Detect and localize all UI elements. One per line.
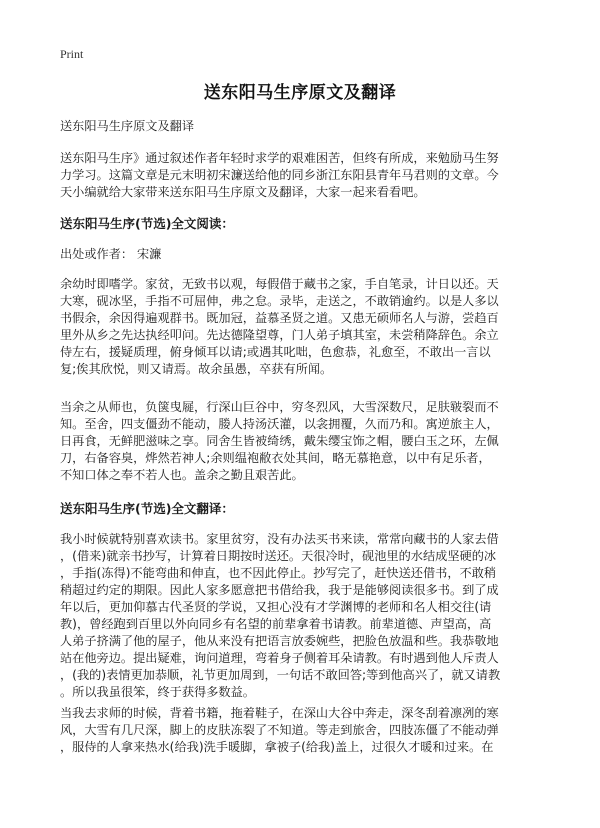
text-line: 日再食，无鲜肥滋味之享。同舍生皆被绮绣，戴朱缨宝饰之帽，腰白玉之环，左佩	[60, 434, 499, 448]
section-heading-translation: 送东阳马生序(节选)全文翻译：	[60, 501, 234, 516]
intro-line: 力学习。这篇文章是元末明初宋濂送给他的同乡浙江东阳县青年马君则的文章。今	[60, 168, 499, 182]
author-line: 出处或作者： 宋濂	[60, 247, 162, 261]
document-subtitle: 送东阳马生序原文及翻译	[60, 119, 195, 133]
text-line: 。所以我虽很笨，终于获得多数益。	[60, 685, 255, 699]
original-paragraph-2	[60, 399, 544, 484]
text-line: 当余之从师也，负箧曳屣，行深山巨谷中，穷冬烈风，大雪深数尺，足肤皲裂而不	[60, 400, 499, 414]
intro-paragraph	[60, 150, 544, 201]
text-line: 大寒，砚冰坚，手指不可屈伸，弗之怠。录毕，走送之，不敢销逾约。以是人多以	[60, 294, 499, 308]
text-line: 我小时候就特别喜欢读书。家里贫穷，没有办法买书来读，常常向藏书的人家去借	[60, 532, 499, 546]
intro-line: 天小编就给大家带来送东阳马生序原文及翻译，大家一起来看看吧。	[60, 185, 426, 199]
text-line: 稍超过约定的期限。因此人家多愿意把书借给我，我于是能够阅读很多书。到了成	[60, 583, 499, 597]
text-line: ，服侍的人拿来热水(给我)洗手暖脚，拿被子(给我)盖上，过很久才暖和过来。在	[60, 740, 494, 754]
text-line: 侍左右，援疑质理，俯身倾耳以请;或遇其叱咄，色愈恭，礼愈至，不敢出一言以	[60, 345, 491, 359]
text-line: 里外从乡之先达执经叩问。先达德隆望尊，门人弟子填其室，未尝稍降辞色。余立	[60, 328, 499, 342]
text-line: 刀，右备容臭，烨然若神人;余则缊袍敝衣处其间，略无慕艳意，以中有足乐者，	[60, 451, 491, 465]
text-line: 知。至舍，四支僵劲不能动，媵人持汤沃灌，以衾拥覆，久而乃和。寓逆旅主人，	[60, 417, 499, 431]
text-line: 年以后，更加仰慕古代圣贤的学说，又担心没有才学渊博的老师和名人相交往(请	[60, 600, 492, 614]
text-line: 站在他旁边。提出疑难，询问道理，弯着身子侧着耳朵请教。有时遇到他人斥责人	[60, 651, 499, 665]
intro-line: 送东阳马生序》通过叙述作者年轻时求学的艰难困苦，但终有所成，来勉励马生努	[60, 151, 499, 165]
translation-paragraph-2	[60, 705, 544, 756]
print-link[interactable]: Print	[60, 47, 84, 61]
text-line: ，(借来)就亲书抄写，计算着日期按时送还。天很冷时，砚池里的水结成坚硬的冰	[60, 549, 497, 563]
text-line: 不知口体之奉不若人也。盖余之勤且艰苦此。	[60, 468, 304, 482]
section-heading-original: 送东阳马生序(节选)全文阅读：	[60, 216, 234, 231]
page-title: 送东阳马生序原文及翻译	[203, 83, 397, 103]
text-line: 复;俟其欣悦，则又请焉。故余虽愚，卒获有所闻。	[60, 362, 333, 376]
text-line: 当我去求师的时候，背着书籍，拖着鞋子，在深山大谷中奔走，深冬刮着凛冽的寒	[60, 706, 499, 720]
text-line: 风，大雪有几尺深，脚上的皮肤冻裂了不知道。等走到旅舍，四肢冻僵了不能动弹	[60, 723, 499, 737]
text-line: 余幼时即嗜学。家贫，无致书以观，每假借于藏书之家，手自笔录，计日以还。天	[60, 277, 499, 291]
original-paragraph-1	[60, 276, 544, 378]
text-line: ，(我的)表情更加恭顺，礼节更加周到，一句话不敢回答;等到他高兴了，就又请教	[60, 668, 501, 682]
text-line: 人弟子挤满了他的屋子，他从来没有把语言放委婉些，把脸色放温和些。我恭敬地	[60, 634, 499, 648]
text-line: 教)，曾经跑到百里以外向同乡有名望的前辈拿着书请教。前辈道德、声望高，高	[60, 617, 492, 631]
text-line: 书假余，余因得遍观群书。既加冠，益慕圣贤之道。又患无硕师名人与游，尝趋百	[60, 311, 499, 325]
translation-paragraph-1	[60, 531, 544, 701]
text-line: ，手指(冻得)不能弯曲和伸直，也不因此停止。抄写完了，赶快送还借书，不敢稍	[60, 566, 497, 580]
